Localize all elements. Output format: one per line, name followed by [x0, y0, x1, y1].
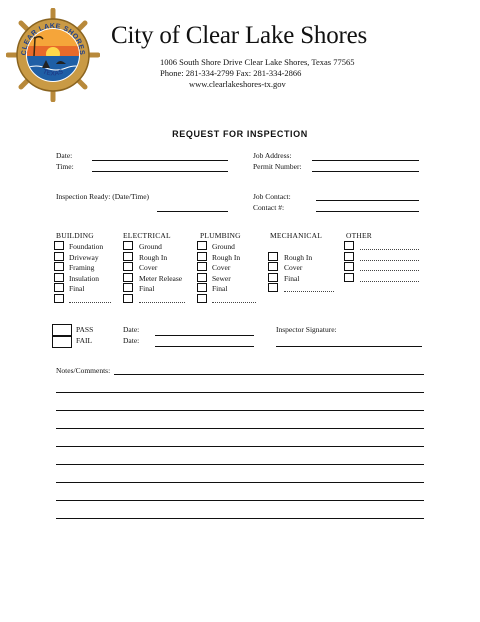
seal-bottom-text: TEXAS	[41, 68, 65, 78]
inspection-ready-label: Inspection Ready: (Date/Time)	[56, 192, 150, 201]
other-header: OTHER	[346, 231, 372, 240]
plumbing-ground-checkbox[interactable]	[197, 241, 207, 250]
mechanical-header: MECHANICAL	[270, 231, 322, 240]
city-name-heading: City of Clear Lake Shores	[111, 22, 368, 49]
sewer-label: Sewer	[212, 274, 231, 283]
electrical-cover-checkbox[interactable]	[123, 262, 133, 271]
foundation-label: Foundation	[69, 242, 104, 251]
notes-line-8[interactable]	[56, 500, 424, 501]
mechanical-other-field[interactable]	[284, 291, 334, 292]
other-4-field[interactable]	[360, 281, 419, 282]
notes-line-6[interactable]	[56, 464, 424, 465]
plumbing-cover-checkbox[interactable]	[197, 262, 207, 271]
other-4-checkbox[interactable]	[344, 273, 354, 282]
form-title: REQUEST FOR INSPECTION	[172, 129, 308, 139]
mechanical-cover-checkbox[interactable]	[268, 262, 278, 271]
insulation-checkbox[interactable]	[54, 273, 64, 282]
notes-line-3[interactable]	[56, 410, 424, 411]
electrical-cover-label: Cover	[139, 263, 158, 272]
pass-checkbox[interactable]	[52, 324, 72, 336]
building-header: BUILDING	[56, 231, 94, 240]
job-contact-field[interactable]	[316, 200, 419, 201]
fail-date-label: Date:	[123, 336, 140, 345]
inspector-signature-field[interactable]	[276, 346, 422, 347]
building-other-checkbox[interactable]	[54, 294, 64, 303]
mechanical-final-checkbox[interactable]	[268, 273, 278, 282]
electrical-ground-label: Ground	[139, 242, 162, 251]
fail-label: FAIL	[76, 336, 93, 345]
inspector-signature-label: Inspector Signature:	[276, 325, 337, 334]
phone-fax-line: Phone: 281-334-2799 Fax: 281-334-2866	[160, 68, 302, 78]
mechanical-cover-label: Cover	[284, 263, 303, 272]
other-3-checkbox[interactable]	[344, 262, 354, 271]
mechanical-other-checkbox[interactable]	[268, 283, 278, 292]
notes-line-1[interactable]	[114, 374, 424, 375]
other-1-field[interactable]	[360, 249, 419, 250]
seal-top-text: CLEAR LAKE SHORES	[20, 22, 86, 56]
framing-label: Framing	[69, 263, 95, 272]
meter-release-label: Meter Release	[139, 274, 183, 283]
mechanical-rough-in-label: Rough In	[284, 253, 313, 262]
inspection-ready-field[interactable]	[157, 211, 228, 212]
website-link[interactable]: www.clearlakeshores-tx.gov	[189, 79, 286, 89]
meter-release-checkbox[interactable]	[123, 273, 133, 282]
city-seal-logo	[6, 8, 100, 102]
framing-checkbox[interactable]	[54, 262, 64, 271]
fail-date-field[interactable]	[155, 346, 254, 347]
sewer-checkbox[interactable]	[197, 273, 207, 282]
time-field[interactable]	[92, 171, 228, 172]
other-2-checkbox[interactable]	[344, 252, 354, 261]
driveway-label: Driveway	[69, 253, 99, 262]
electrical-rough-in-label: Rough In	[139, 253, 168, 262]
building-final-checkbox[interactable]	[54, 283, 64, 292]
driveway-checkbox[interactable]	[54, 252, 64, 261]
insulation-label: Insulation	[69, 274, 99, 283]
plumbing-rough-in-label: Rough In	[212, 253, 241, 262]
svg-text:TEXAS	[42, 68, 65, 77]
date-label: Date:	[56, 151, 73, 160]
other-3-field[interactable]	[360, 270, 419, 271]
svg-text:CLEAR LAKE SHORES	[21, 23, 85, 56]
address-line: 1006 South Shore Drive Clear Lake Shores, Texas 77565	[160, 57, 355, 67]
job-contact-label: Job Contact:	[253, 192, 291, 201]
time-label: Time:	[56, 162, 74, 171]
plumbing-cover-label: Cover	[212, 263, 231, 272]
plumbing-other-field[interactable]	[212, 302, 256, 303]
plumbing-rough-in-checkbox[interactable]	[197, 252, 207, 261]
electrical-ground-checkbox[interactable]	[123, 241, 133, 250]
notes-line-5[interactable]	[56, 446, 424, 447]
electrical-rough-in-checkbox[interactable]	[123, 252, 133, 261]
contact-number-field[interactable]	[316, 211, 419, 212]
plumbing-final-checkbox[interactable]	[197, 283, 207, 292]
permit-number-field[interactable]	[312, 171, 419, 172]
permit-number-label: Permit Number:	[253, 162, 302, 171]
date-field[interactable]	[92, 160, 228, 161]
electrical-final-checkbox[interactable]	[123, 283, 133, 292]
contact-number-label: Contact #:	[253, 203, 285, 212]
electrical-other-checkbox[interactable]	[123, 294, 133, 303]
job-address-label: Job Address:	[253, 151, 292, 160]
electrical-header: ELECTRICAL	[123, 231, 171, 240]
foundation-checkbox[interactable]	[54, 241, 64, 250]
fail-checkbox[interactable]	[52, 336, 72, 348]
notes-label: Notes/Comments:	[56, 366, 111, 375]
plumbing-ground-label: Ground	[212, 242, 235, 251]
notes-line-7[interactable]	[56, 482, 424, 483]
other-2-field[interactable]	[360, 260, 419, 261]
plumbing-final-label: Final	[212, 284, 228, 293]
pass-date-label: Date:	[123, 325, 140, 334]
mechanical-final-label: Final	[284, 274, 300, 283]
notes-line-9[interactable]	[56, 518, 424, 519]
pass-label: PASS	[76, 325, 94, 334]
notes-line-2[interactable]	[56, 392, 424, 393]
plumbing-header: PLUMBING	[200, 231, 241, 240]
pass-date-field[interactable]	[155, 335, 254, 336]
plumbing-other-checkbox[interactable]	[197, 294, 207, 303]
electrical-final-label: Final	[139, 284, 155, 293]
electrical-other-field[interactable]	[139, 302, 185, 303]
notes-line-4[interactable]	[56, 428, 424, 429]
building-final-label: Final	[69, 284, 85, 293]
building-other-field[interactable]	[69, 302, 111, 303]
job-address-field[interactable]	[312, 160, 419, 161]
other-1-checkbox[interactable]	[344, 241, 354, 250]
mechanical-rough-in-checkbox[interactable]	[268, 252, 278, 261]
contact-info	[160, 57, 354, 90]
